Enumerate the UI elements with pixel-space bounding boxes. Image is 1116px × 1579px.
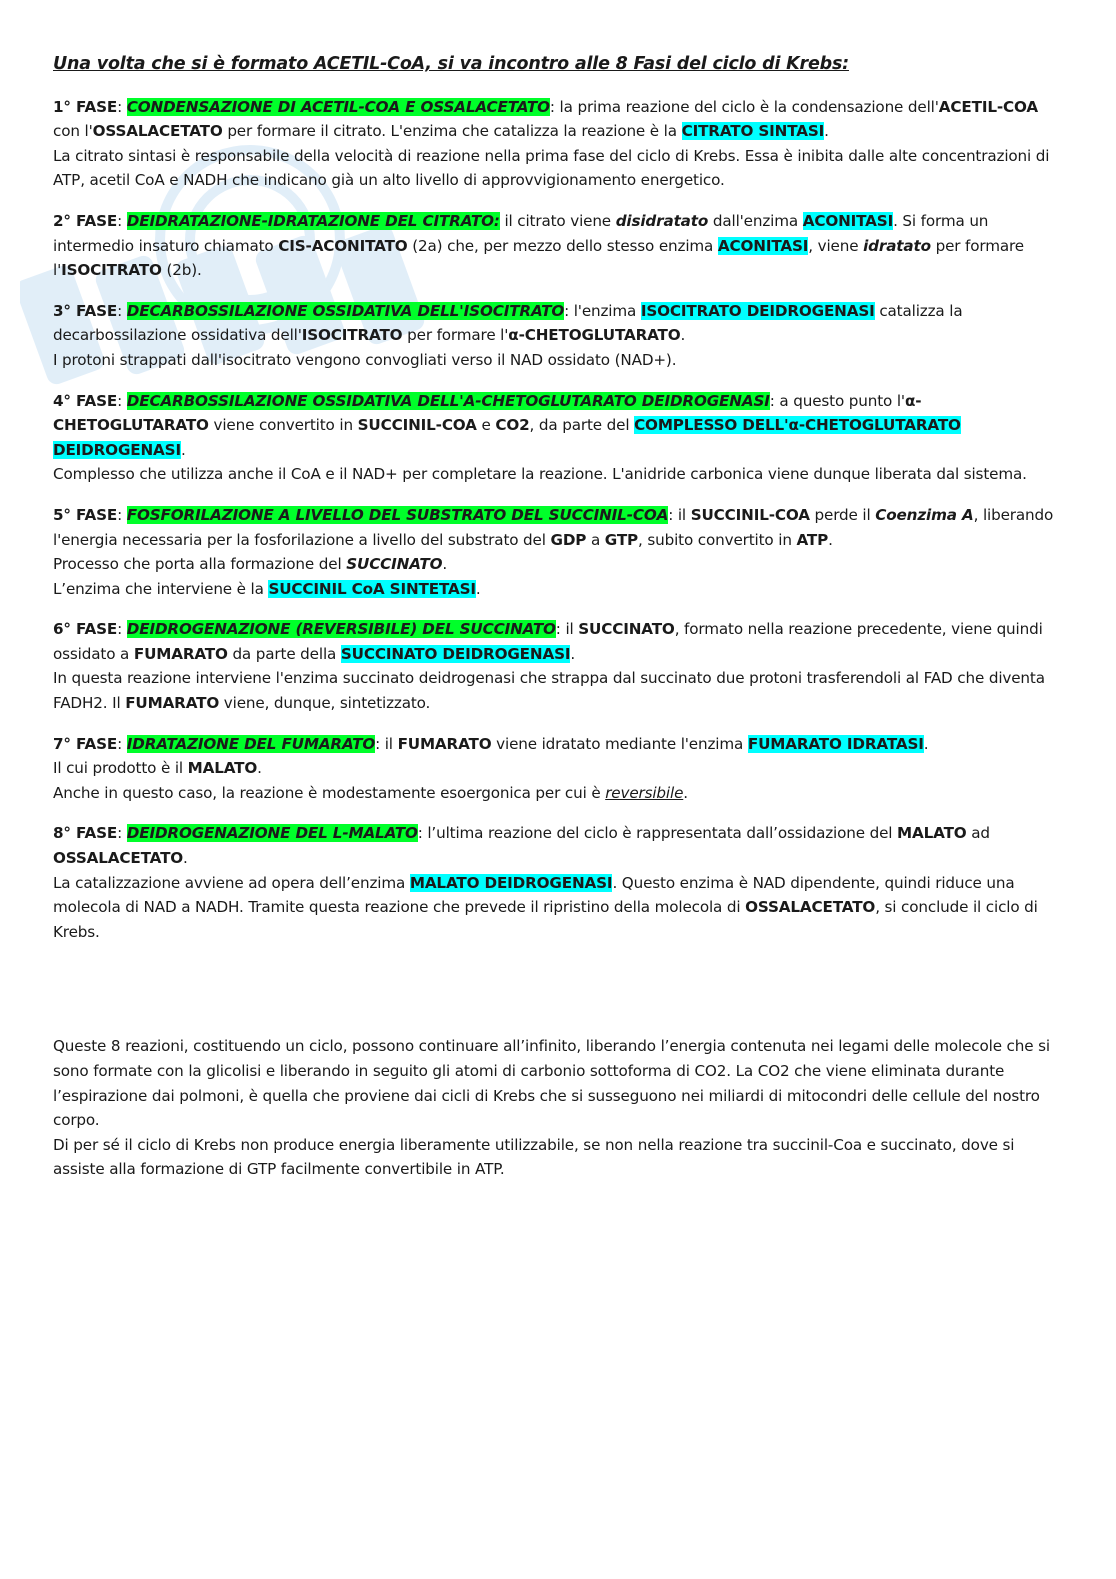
bold-term: 2° FASE	[53, 211, 118, 230]
phase-title-highlight: IDRATAZIONE DEL FUMARATO	[126, 734, 376, 753]
bold-term: 6° FASE	[53, 620, 118, 639]
text-run: il citrato viene	[499, 211, 616, 230]
phase-title-highlight: DECARBOSSILAZIONE OSSIDATIVA DELL'ISOCITRATO	[126, 301, 565, 320]
enzyme-highlight: ACONITASI	[802, 211, 894, 230]
text-run: a	[586, 530, 605, 549]
text-run: . Si forma un intermedio insaturo chiamato	[53, 211, 989, 255]
text-run: :	[117, 734, 127, 753]
text-run: viene, dunque, sintetizzato.	[219, 694, 431, 713]
bold-term: SUCCINATO	[578, 620, 675, 639]
text-run: e	[476, 416, 496, 435]
text-run: con l'	[53, 122, 93, 141]
text-run: : l’ultima reazione del ciclo è rappresentata dall’ossidazione del	[417, 824, 898, 843]
text-run: La catalizzazione avviene ad opera dell’enzima	[53, 873, 410, 892]
phase-title-highlight: DEIDROGENAZIONE DEL L-MALATO	[126, 824, 418, 843]
bold-italic-term: disidratato	[615, 211, 709, 230]
document-title: Una volta che si è formato ACETIL-CoA, si va incontro alle 8 Fasi del ciclo di Krebs:	[53, 54, 849, 74]
text-run: (2a) che, per mezzo dello stesso enzima	[407, 236, 718, 255]
text-run: , da parte del	[529, 416, 635, 435]
bold-term: GTP	[604, 530, 639, 549]
bold-term: CO2	[495, 416, 530, 435]
text-run: perde il	[809, 505, 876, 524]
text-run: :	[117, 620, 127, 639]
enzyme-highlight: ACONITASI	[717, 236, 809, 255]
phase-paragraph-8	[53, 821, 1063, 944]
enzyme-highlight: CITRATO SINTASI	[681, 122, 825, 141]
text-run: :	[117, 211, 127, 230]
text-run: ad	[966, 824, 990, 843]
bold-term: ACETIL-COA	[938, 97, 1038, 116]
text-run: . Questo enzima è NAD dipendente, quindi riduce una molecola di NAD a NADH. Tramite questa reazione che prevede il ripristino della molecola di	[53, 873, 1015, 917]
text-run: .	[680, 326, 686, 345]
enzyme-highlight: SUCCINIL CoA SINTETASI	[268, 579, 476, 598]
text-run: viene convertito in	[208, 416, 358, 435]
text-run: .	[683, 783, 688, 802]
bold-term: 3° FASE	[53, 301, 118, 320]
closing-paragraph-1	[53, 1034, 1063, 1182]
text-run: , subito convertito in	[638, 530, 797, 549]
bold-italic-term: idratato	[863, 236, 931, 255]
text-run: Di per sé il ciclo di Krebs non produce energia liberamente utilizzabile, se non nella reazione tra succinil-Coa e succinato, dove si assiste alla formazione di GTP facilmente convertibile in ATP.	[53, 1135, 1015, 1179]
enzyme-highlight: FUMARATO IDRATASI	[747, 734, 924, 753]
bold-term: 7° FASE	[53, 734, 118, 753]
bold-term: ISOCITRATO	[61, 261, 162, 280]
bold-term: ISOCITRATO	[301, 326, 403, 345]
text-run: , formato nella reazione precedente, viene quindi ossidato a	[53, 620, 1043, 663]
bold-italic-term: Coenzima A	[875, 505, 974, 524]
text-run: .	[828, 530, 833, 549]
text-run: (2b).	[161, 261, 202, 280]
text-run: : il	[555, 620, 579, 639]
phase-paragraph-5	[53, 503, 1063, 601]
phase-paragraph-2	[53, 209, 1063, 283]
bold-term: FUMARATO	[125, 694, 220, 713]
phase-title-highlight: CONDENSAZIONE DI ACETIL-COA E OSSALACETATO	[126, 97, 550, 116]
phase-title-highlight: DECARBOSSILAZIONE OSSIDATIVA DELL'A-CHETOGLUTARATO DEIDROGENASI	[126, 391, 770, 410]
bold-term: GDP	[550, 530, 587, 549]
text-run: Processo che porta alla formazione del	[53, 555, 347, 574]
enzyme-highlight: SUCCINATO DEIDROGENASI	[340, 644, 571, 663]
text-run: : l'enzima	[564, 301, 641, 320]
text-run: Queste 8 reazioni, costituendo un ciclo, possono continuare all’infinito, liberando l’energia contenuta nei legami delle molecole che si sono formate con la glicolisi e liberando in seguito gli atomi di carbonio sottoforma di CO2. La CO2 che viene eliminata durante l’espirazione dai polmoni, è quella che proviene dai cicli di Krebs che si susseguono nei miliardi di mitocondri delle cellule del nostro corpo.	[53, 1037, 1050, 1130]
bold-term: FUMARATO	[133, 644, 228, 663]
bold-term: OSSALACETATO	[53, 849, 184, 868]
text-run: per formare il citrato. L'enzima che catalizza la reazione è la	[222, 122, 682, 141]
text-run: .	[257, 759, 262, 778]
bold-term: α-CHETOGLUTARATO	[508, 326, 681, 345]
text-run: L’enzima che interviene è la	[53, 579, 269, 598]
enzyme-highlight: COMPLESSO DELL'α-CHETOGLUTARATO DEIDROGENASI	[53, 416, 961, 459]
bold-term: MALATO	[897, 824, 967, 843]
text-run: .	[824, 122, 829, 141]
enzyme-highlight: ISOCITRATO DEIDROGENASI	[640, 301, 875, 320]
text-run: , viene	[808, 236, 864, 255]
document-body	[53, 52, 1063, 1198]
text-run: .	[442, 555, 448, 574]
text-run: In questa reazione interviene l'enzima succinato deidrogenasi che strappa dal succinato due protoni trasferendoli al FAD che diventa FADH2. Il	[53, 669, 1045, 713]
closing-section	[53, 1034, 1063, 1182]
phase-paragraph-6	[53, 617, 1063, 715]
phase-title-highlight: FOSFORILAZIONE A LIVELLO DEL SUBSTRATO DEL SUCCINIL-COA	[126, 505, 669, 524]
text-run: .	[923, 734, 929, 753]
phase-paragraph-1	[53, 95, 1063, 193]
text-run: : a questo punto l'	[769, 391, 905, 410]
text-run: :	[117, 301, 127, 320]
text-run: per formare l'	[53, 236, 1024, 280]
bold-term: 4° FASE	[53, 391, 118, 410]
phase-paragraph-3	[53, 299, 1063, 373]
text-run: catalizza la decarbossilazione ossidativa dell'	[53, 301, 963, 345]
underlined-term: reversibile	[605, 783, 684, 802]
bold-term: 1° FASE	[53, 97, 118, 116]
text-run: da parte della	[227, 644, 341, 663]
text-run: .	[475, 579, 481, 598]
text-run: :	[117, 505, 127, 524]
text-run: Il cui prodotto è il	[53, 759, 188, 778]
bold-term: SUCCINIL-COA	[357, 416, 477, 435]
text-run: : il	[375, 734, 398, 753]
text-run: La citrato sintasi è responsabile della velocità di reazione nella prima fase del ciclo di Krebs. Essa è inibita dalle alte concentrazioni di ATP, acetil CoA e NADH che indicano già un alto livello di approvvigionamento energetico.	[53, 146, 1050, 190]
text-run: , si conclude il ciclo di Krebs.	[53, 898, 1038, 941]
text-run: :	[117, 391, 127, 410]
bold-term: MALATO	[187, 759, 258, 778]
bold-term: 5° FASE	[53, 505, 118, 524]
text-run: :	[117, 824, 127, 843]
text-run: .	[570, 644, 576, 663]
bold-term: OSSALACETATO	[92, 122, 223, 141]
text-run: : il	[668, 505, 691, 524]
bold-term: FUMARATO	[397, 734, 492, 753]
text-run: .	[183, 849, 188, 868]
text-run: viene idratato mediante l'enzima	[491, 734, 748, 753]
spacer	[53, 960, 1063, 1034]
phase-paragraph-4	[53, 389, 1063, 487]
bold-term: 8° FASE	[53, 824, 118, 843]
bold-term: SUCCINIL-COA	[690, 505, 810, 524]
phase-paragraph-7	[53, 732, 1063, 806]
enzyme-highlight: MALATO DEIDROGENASI	[409, 873, 613, 892]
phase-title-highlight: DEIDROGENAZIONE (REVERSIBILE) DEL SUCCINATO	[126, 620, 556, 639]
text-run: dall'enzima	[708, 211, 803, 230]
bold-term: α-CHETOGLUTARATO	[53, 391, 922, 435]
text-run: :	[117, 97, 127, 116]
text-run: I protoni strappati dall'isocitrato vengono convogliati verso il NAD ossidato (NAD+).	[53, 350, 677, 369]
bold-italic-term: SUCCINATO	[346, 555, 443, 574]
text-run: per formare l'	[402, 326, 509, 345]
bold-term: OSSALACETATO	[745, 898, 876, 917]
text-run: : la prima reazione del ciclo è la condensazione dell'	[549, 97, 939, 116]
text-run: , liberando l'energia necessaria per la fosforilazione a livello del substrato del	[53, 505, 1054, 549]
text-run: .	[180, 440, 186, 459]
phases-list	[53, 95, 1063, 945]
bold-term: CIS-ACONITATO	[278, 236, 408, 255]
text-run: Complesso che utilizza anche il CoA e il NAD+ per completare la reazione. L'anidride carbonica viene dunque liberata dal sistema.	[53, 465, 1027, 484]
phase-title-highlight: DEIDRATAZIONE-IDRATAZIONE DEL CITRATO:	[126, 211, 500, 230]
bold-term: ATP	[796, 530, 829, 549]
text-run: Anche in questo caso, la reazione è modestamente esoergonica per cui è	[53, 783, 606, 802]
